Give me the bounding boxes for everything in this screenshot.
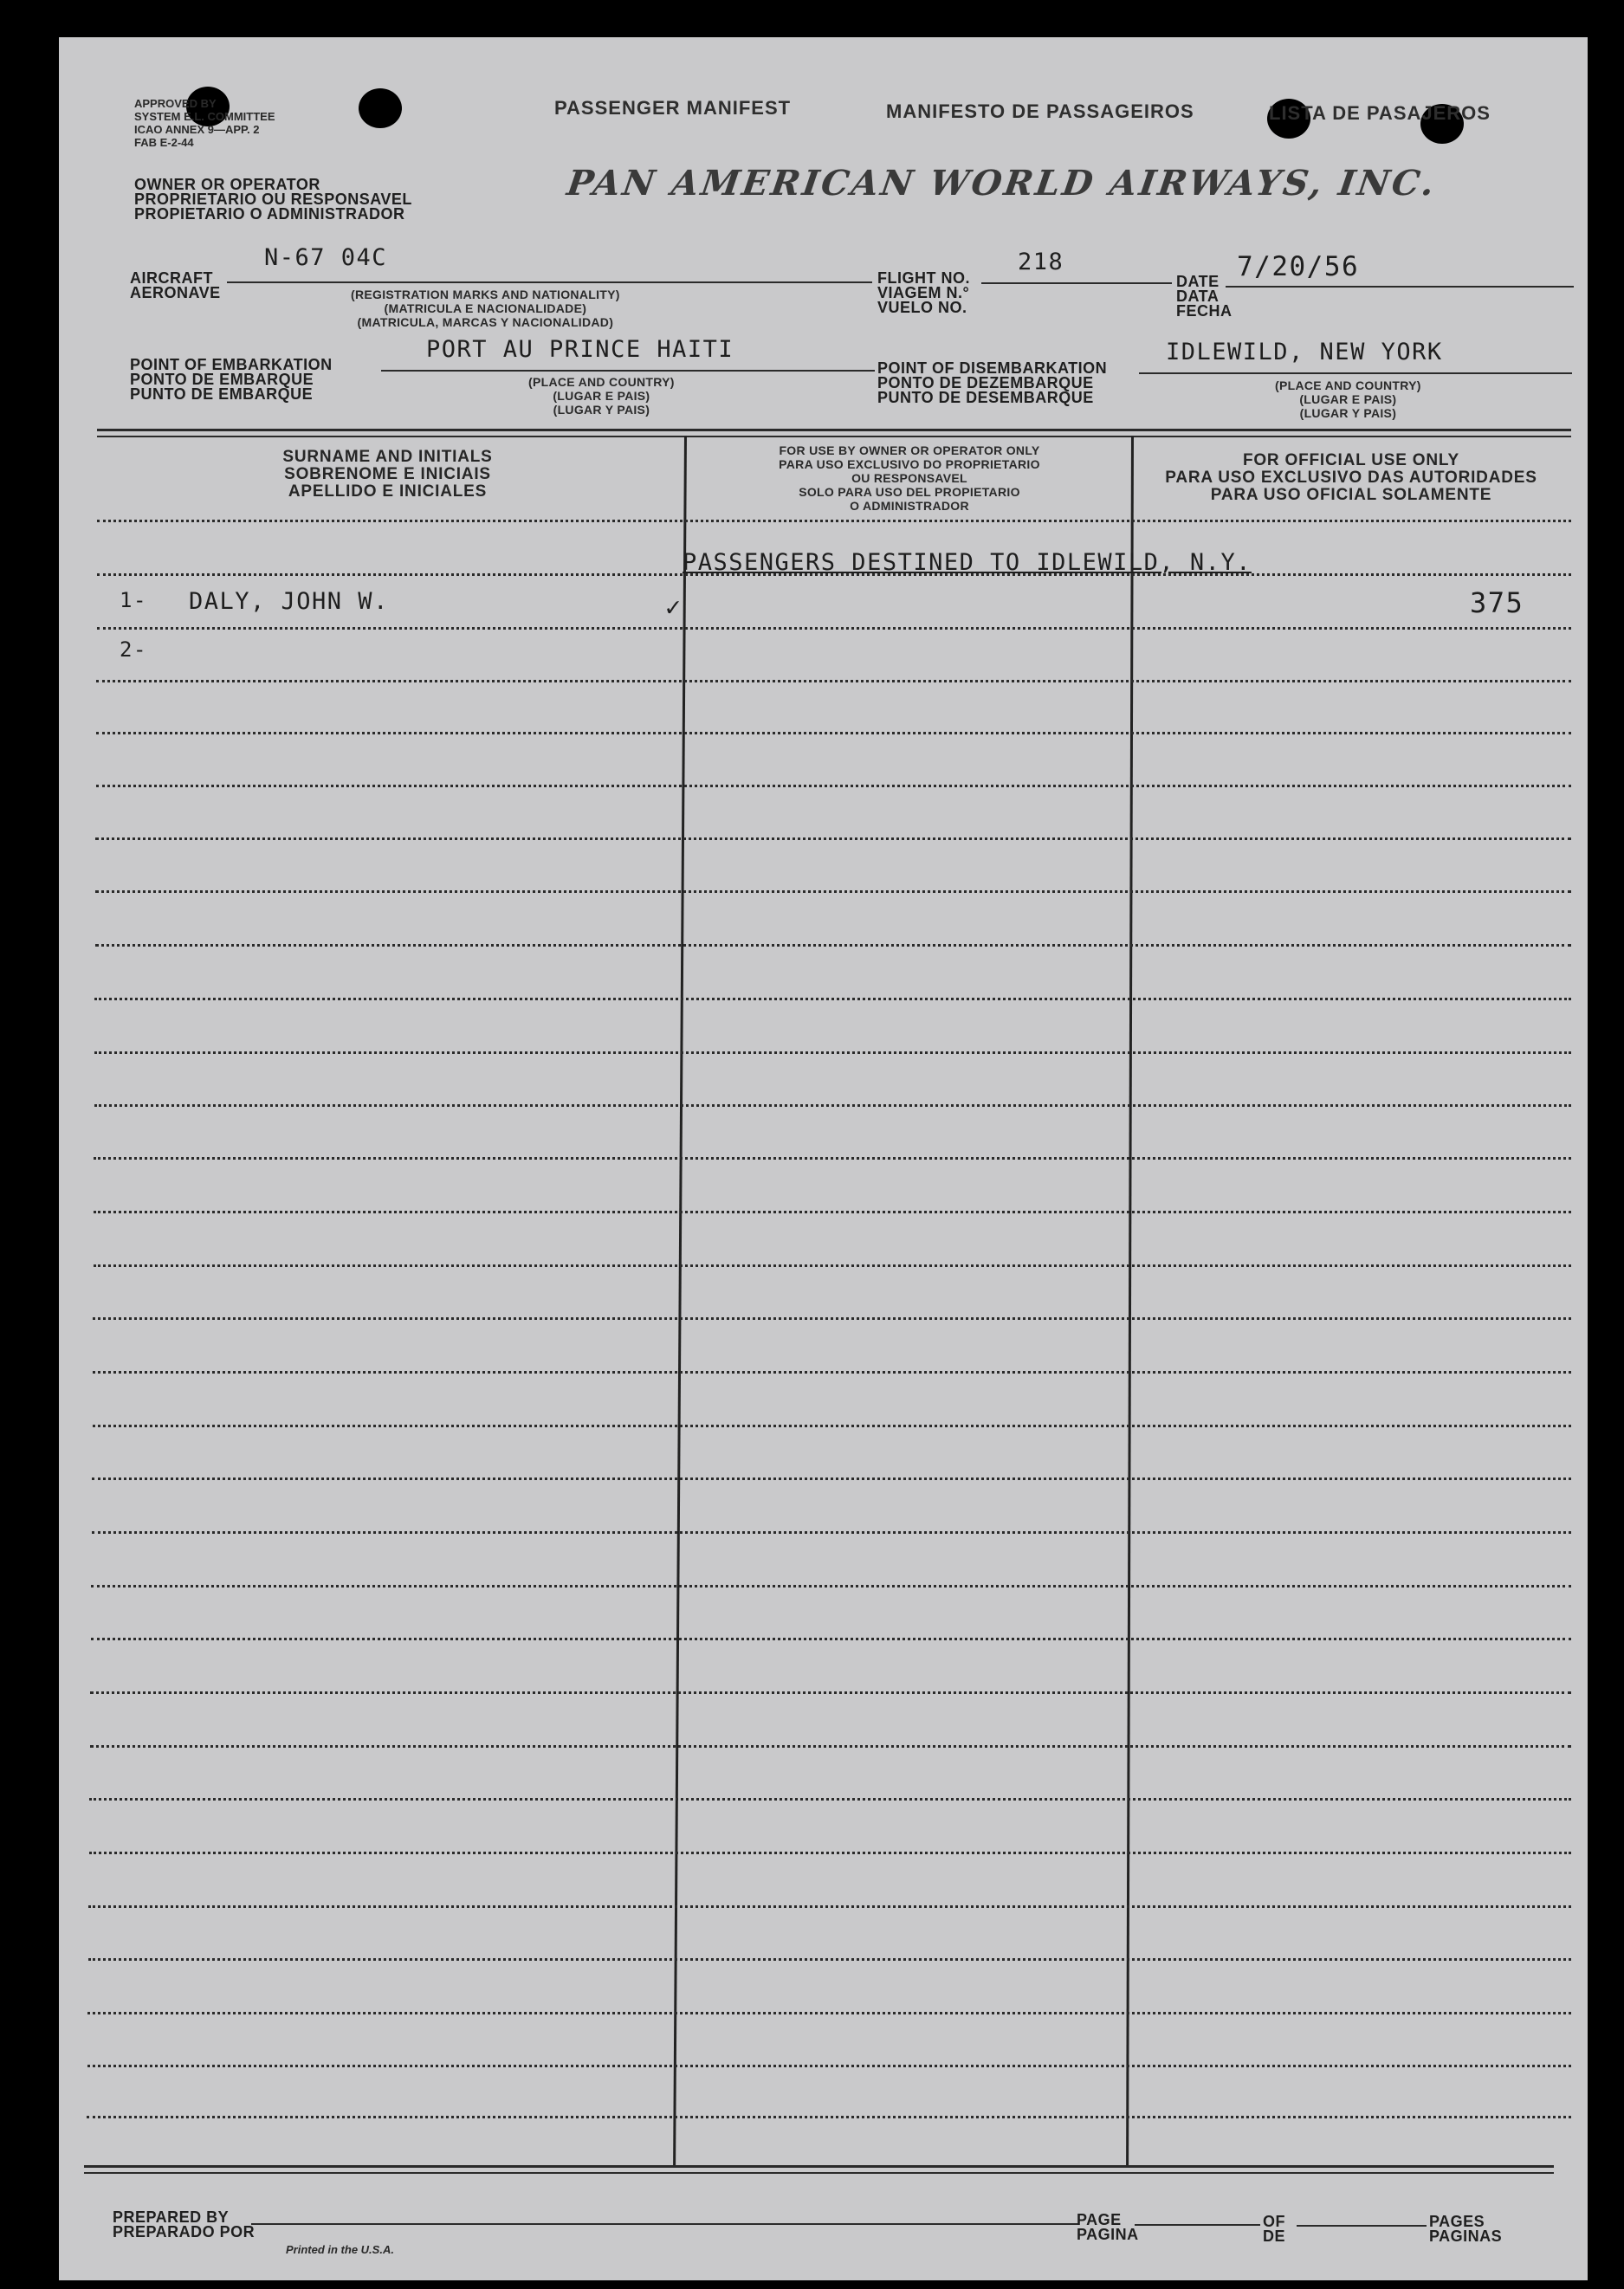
ruled-line xyxy=(94,1051,1571,1054)
ruled-line xyxy=(88,1958,1571,1961)
ruled-line xyxy=(94,1157,1571,1160)
approval-line: ICAO ANNEX 9—APP. 2 xyxy=(134,123,260,136)
prepared-by-label: PREPARED BY PREPARADO POR xyxy=(113,2208,256,2241)
punch-hole xyxy=(359,88,402,128)
row-number: 2- xyxy=(120,637,147,662)
aircraft-underline xyxy=(227,281,872,283)
flight-number: 218 xyxy=(1018,249,1064,275)
ruled-line xyxy=(96,785,1571,787)
page-line xyxy=(1135,2224,1260,2226)
ruled-line xyxy=(97,520,1571,522)
title-portuguese: MANIFESTO DE PASSAGEIROS xyxy=(886,100,1194,122)
embarkation-caption: (PLACE AND COUNTRY) (LUGAR E PAIS) (LUGAR Y PAIS) xyxy=(528,375,675,417)
ruled-line xyxy=(93,1317,1571,1320)
embarkation-value: PORT AU PRINCE HAITI xyxy=(426,336,734,363)
page-label: PAGE PAGINA xyxy=(1077,2211,1139,2243)
title-spanish: LISTA DE PASAJEROS xyxy=(1269,102,1491,124)
embarkation-underline xyxy=(381,370,875,372)
table-bottom-rule xyxy=(84,2172,1554,2174)
ruled-line xyxy=(96,732,1571,734)
ruled-line xyxy=(95,944,1571,947)
embarkation-label: POINT OF EMBARKATION PONTO DE EMBARQUE PUNTO DE EMBARQUE xyxy=(130,356,333,403)
column-header-surname: SURNAME AND INITIALS SOBRENOME E INICIAIS APELLIDO E INICIALES xyxy=(282,448,493,501)
approval-block xyxy=(134,97,275,149)
ruled-line xyxy=(94,998,1571,1000)
printed-in-note: Printed in the U.S.A. xyxy=(286,2243,394,2256)
table-bottom-rule xyxy=(84,2165,1554,2168)
approval-line: FAB E-2-44 xyxy=(134,136,194,149)
column-header-owner-use: FOR USE BY OWNER OR OPERATOR ONLY PARA USO EXCLUSIVO DO PROPRIETARIO OU RESPONSAVEL SOLO PARA USO DEL PROPIETARIO O ADMINISTRADOR xyxy=(779,443,1040,513)
table-top-rule xyxy=(97,429,1571,431)
destination-note: PASSENGERS DESTINED TO IDLEWILD, N.Y. xyxy=(683,549,1252,576)
ruled-line xyxy=(92,1531,1571,1534)
passenger-name: DALY, JOHN W. xyxy=(189,588,389,615)
date-value: 7/20/56 xyxy=(1237,251,1360,282)
of-line xyxy=(1297,2225,1427,2227)
title-english: PASSENGER MANIFEST xyxy=(554,97,792,119)
disembarkation-caption: (PLACE AND COUNTRY) (LUGAR E PAIS) (LUGAR Y PAIS) xyxy=(1275,378,1421,420)
aircraft-caption: (REGISTRATION MARKS AND NATIONALITY) (MATRICULA E NACIONALIDADE) (MATRICULA, MARCAS Y NACIONALIDAD) xyxy=(351,288,620,329)
ruled-line xyxy=(91,1585,1571,1587)
ruled-line xyxy=(87,2116,1571,2118)
ruled-line xyxy=(88,1905,1571,1908)
company-name: PAN AMERICAN WORLD AIRWAYS, INC. xyxy=(564,163,1440,204)
ruled-line xyxy=(89,1798,1571,1801)
date-underline xyxy=(1226,286,1574,288)
disembarkation-underline xyxy=(1139,372,1572,374)
ruled-line xyxy=(94,1264,1571,1267)
ruled-line xyxy=(91,1638,1571,1640)
aircraft-registration: N-67 04C xyxy=(264,244,388,271)
ruled-line xyxy=(90,1745,1571,1748)
ruled-line xyxy=(93,1371,1571,1374)
ruled-line xyxy=(92,1478,1571,1480)
flight-underline xyxy=(981,282,1172,284)
check-mark: ✓ xyxy=(665,592,683,623)
ruled-line xyxy=(96,680,1571,682)
prepared-by-line xyxy=(251,2223,1078,2225)
disembarkation-value: IDLEWILD, NEW YORK xyxy=(1166,339,1443,365)
ruled-line xyxy=(90,1691,1571,1694)
disembarkation-label: POINT OF DISEMBARKATION PONTO DE DEZEMBARQUE PUNTO DE DESEMBARQUE xyxy=(877,359,1108,406)
flight-label: FLIGHT NO. VIAGEM N.° VUELO NO. xyxy=(877,269,970,316)
ruled-line xyxy=(87,2065,1571,2067)
ruled-line xyxy=(95,890,1571,893)
ruled-line xyxy=(87,2012,1571,2014)
ruled-line xyxy=(95,837,1571,840)
of-label: OF DE xyxy=(1263,2213,1286,2245)
ruled-line xyxy=(97,627,1571,630)
ruled-line xyxy=(89,1852,1571,1854)
ruled-line xyxy=(94,1211,1571,1213)
official-number: 375 xyxy=(1470,586,1524,619)
table-top-rule xyxy=(97,436,1571,437)
approval-line: APPROVED BY xyxy=(134,97,217,110)
owner-label: OWNER OR OPERATOR PROPRIETARIO OU RESPONSAVEL PROPIETARIO O ADMINISTRADOR xyxy=(134,176,412,223)
date-label: DATE DATA FECHA xyxy=(1176,273,1233,320)
row-number: 1- xyxy=(120,588,147,612)
ruled-line xyxy=(94,1104,1571,1107)
column-header-official: FOR OFFICIAL USE ONLY PARA USO EXCLUSIVO DAS AUTORIDADES PARA USO OFICIAL SOLAMENTE xyxy=(1165,451,1537,504)
approval-line: SYSTEM E.L. COMMITTEE xyxy=(134,110,275,123)
pages-label: PAGES PAGINAS xyxy=(1429,2213,1503,2245)
aircraft-label: AIRCRAFT AERONAVE xyxy=(130,269,221,301)
ruled-line xyxy=(93,1425,1571,1427)
